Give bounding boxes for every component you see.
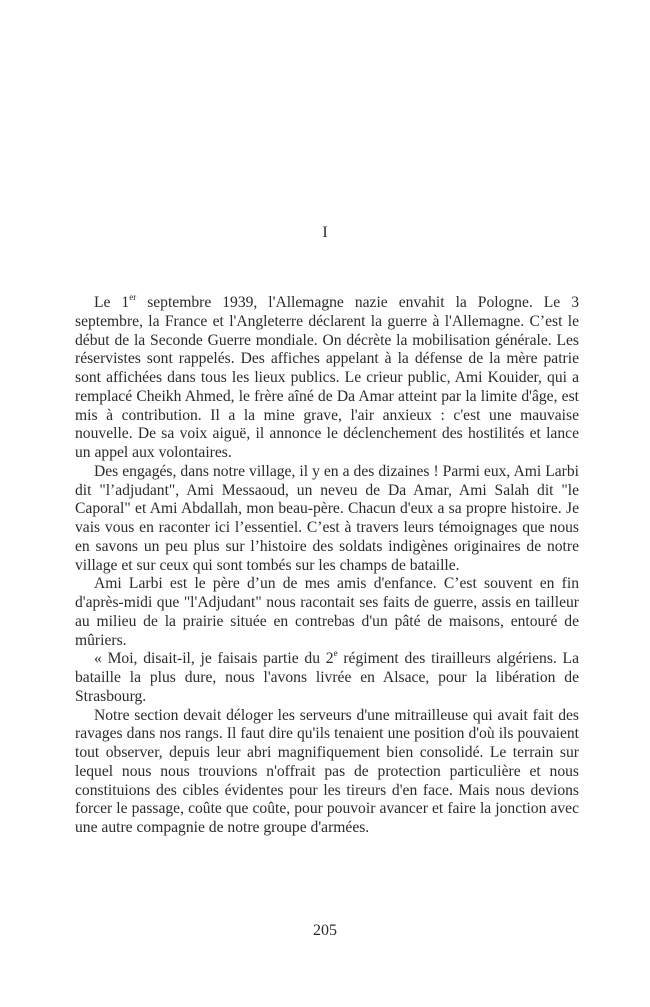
paragraph-text: Le 1 (94, 294, 130, 311)
body-text (75, 294, 579, 838)
page-number: 205 (313, 922, 337, 939)
paragraph (75, 575, 579, 650)
paragraph (75, 650, 579, 706)
paragraph-text: « Moi, disait-il, je faisais partie du 2 (94, 650, 334, 668)
paragraph (75, 294, 579, 463)
paragraph-text: régiment des tirailleurs algériens. La bataille la plus dure, nous l'avons livrée en Alsace, pour la libération de Strasbourg. (75, 650, 580, 705)
paragraph-text: septembre 1939, l'Allemagne nazie envahit la Pologne. Le 3 septembre, la France et l'Angleterre déclarent la guerre à l'Allemagne. C’est le début de la Seconde Guerre mondiale. On décrète la mobilisation générale. Les réservistes sont rappelés. Des affiches appelant à la défense de la mère patrie sont affichées dans tous les lieux publics. Le crieur public, Ami Kouider, qui a remplacé Cheikh Ahmed, le frère aîné de Da Amar atteint par la limite d'âge, est mis à contribution. Il a la mine grave, l'air anxieux : c'est une mauvaise nouvelle. De sa voix aiguë, il annonce le déclenchement des hostilités et lance un appel aux volontaires. (75, 294, 579, 461)
paragraph (75, 463, 579, 576)
superscript: e (333, 648, 338, 659)
superscript: er (129, 292, 137, 302)
paragraph (75, 707, 579, 838)
paragraph-text: Des engagés, dans notre village, il y en a des dizaines ! Parmi eux, Ami Larbi dit "l’adjudant", Ami Messaoud, un neveu de Da Amar, Ami Salah dit "le Caporal" et Ami Abdallah, mon beau-père. Chacun d'eux a sa propre histoire. Je vais vous en raconter ici l’essentiel. C’est à travers leurs témoignages que nous en savons un peu plus sur l’histoire des soldats indigènes originaires de notre village et sur ceux qui sont tombés sur les champs de bataille. (75, 462, 579, 574)
paragraph-text: Ami Larbi est le père d’un de mes amis d'enfance. C’est souvent en fin d'après-midi que "l'Adjudant" nous racontait ses faits de guerre, assis en tailleur au milieu de la prairie située en contrebas d'un pâté de maisons, entouré de mûriers. (75, 575, 579, 649)
paragraph-text: Notre section devait déloger les serveurs d'une mitrailleuse qui avait fait des ravages dans nos rangs. Il faut dire qu'ils tenaient une position d'où ils pouvaient tout observer, depuis leur abri magnifiquement bien consolidé. Le terrain sur lequel nous nous trouvions n'offrait pas de protection particulière et nous constituions des cibles évidentes pour les tireurs d'en face. Mais nous devions forcer le passage, coûte que coûte, pour pouvoir avancer et faire la jonction avec une autre compagnie de notre groupe d'armées. (75, 706, 579, 836)
chapter-heading: I (322, 224, 328, 241)
